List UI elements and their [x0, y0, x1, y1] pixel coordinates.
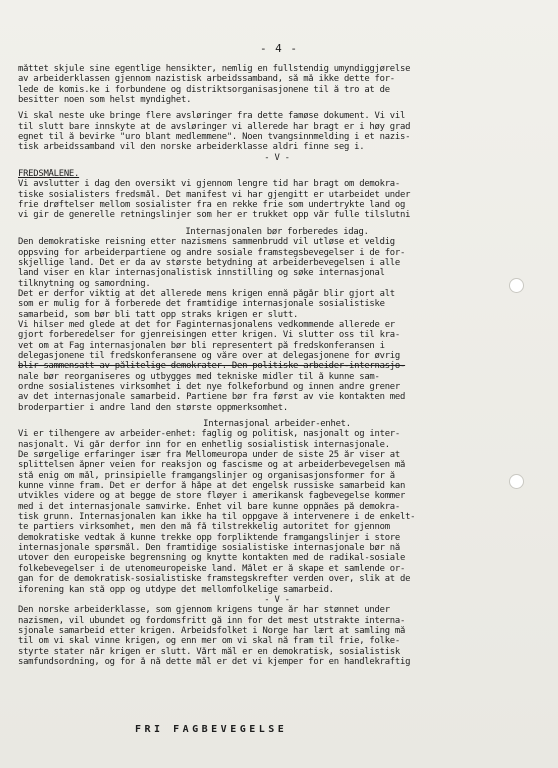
text-line: Den norske arbeiderklasse, som gjennom krigens tunge år har stønnet under	[18, 605, 390, 616]
document-body	[18, 64, 536, 667]
paragraph-revelations	[18, 111, 536, 152]
text-line: Vi er tilhengere av arbeider-enhet: faglig og politisk, nasjonalt og inter-	[18, 429, 400, 440]
text-line: samfundsordning, og for å nå dette mål er det vi kjemper for en handlekraftig	[18, 656, 411, 667]
text-line: Det er derfor viktig at det allerede mens krigen ennå pågår blir gjort alt	[18, 288, 395, 299]
text-line: vet om at Fag internasjonalen bør bli representert på fredskonferansen i	[18, 340, 385, 351]
text-line: Vi skal neste uke bringe flere avsløringer fra dette famøse dokument. Vi vil	[18, 111, 406, 122]
text-line: tiske sosialisters fredsmål. Det manifest vi har gjengitt er utarbeidet under	[18, 189, 411, 200]
text-line: styrte stater når krigen er slutt. Vårt mål er en demokratisk, sosialistisk	[18, 646, 400, 657]
text-line: gjort forberedelser for gjenreisingen etter krigen. Vi slutter oss til kra-	[18, 330, 400, 341]
paragraph-intro	[18, 64, 536, 105]
text-line: delegasjonene til fredskonferansene og våre over at delegasjonene for øvrig	[18, 350, 400, 361]
section-heading-fredsmalene: FREDSMÅLENE.	[18, 169, 80, 180]
text-line: skjellige land. Det er da av største betydning at arbeiderbevegelsen i alle	[18, 257, 400, 268]
text-line: iforening kan stå opp og utdype det mellomfolkelige samarbeid.	[18, 584, 334, 595]
text-line: De sørgelige erfaringer især fra Mellomeuropa under de siste 25 år viser at	[18, 450, 400, 461]
section-divider: - V -	[264, 594, 290, 605]
text-line: nasjonalt. Vi går derfor inn for en enhetlig sosialistisk internasjonale.	[18, 439, 390, 450]
text-line: med i det internasjonale samvirke. Enhet vil bare kunne oppnåes på demokra-	[18, 501, 400, 512]
text-line: te partiers virksomhet, men den må få tilstrekkelig autoritet for gjennom	[18, 522, 390, 533]
paragraph-fredsmalene	[18, 179, 536, 220]
text-line: sjonale samarbeid etter krigen. Arbeidsfolket i Norge har lært at samling må	[18, 625, 406, 636]
text-line: til om vi skal vinne krigen, og enn mer om vi skal nå fram til frie, folke-	[18, 636, 400, 647]
text-line: Vi hilser med glede at det for Faginternasjonalens vedkommende allerede er	[18, 319, 395, 330]
subheading-internasjonalen: Internasjonalen bør forberedes idag.	[185, 226, 369, 237]
subheading-arbeiderenhet: Internasjonal arbeider-enhet.	[203, 419, 351, 429]
text-line: gan for de demokratisk-sosialistiske framstegskrefter verden over, slik at de	[18, 574, 411, 585]
text-line: land viser en klar internasjonalistisk innstilling og søke internasjonal	[18, 268, 385, 279]
paragraph-arbeiderenhet	[18, 429, 536, 595]
text-line: av arbeiderklassen gjennom nazistisk arbeidssamband, så må ikke dette for-	[18, 74, 395, 85]
text-line: kunne vinne fram. Det er derfor å håpe at det engelsk russiske samarbeid kan	[18, 481, 406, 492]
text-line: stå enig om mål, prinsipielle framgangslinjer og organisasjonsformer for å	[18, 470, 395, 481]
text-line: utover den europeiske begrensning og knytte kontakten med de radikal-sosiale	[18, 553, 406, 564]
text-line: demokratiske vedtak å kunne trekke opp forpliktende framgangslinjer i store	[18, 532, 400, 543]
text-line: nale bør reorganiseres og utbygges med tekniske midler til å kunne sam-	[18, 371, 380, 382]
text-line: internasjonale spørsmål. Den framtidige sosialistiske internasjonale bør nå	[18, 543, 400, 554]
text-line: lede de komis.ke i forbundene og distriktsorganisasjonene til å tro at de	[18, 84, 390, 95]
text-line: Vi avslutter i dag den oversikt vi gjennom lengre tid har bragt om demokra-	[18, 179, 400, 190]
text-line: egnet til å bevirke "uro blant medlemmene". Noen tvangsinnmelding i et nazis-	[18, 132, 411, 143]
text-line: frie drøftelser mellom sosialister fra en rekke frie som undertrykte land og	[18, 200, 406, 211]
text-line: oppsving for arbeiderpartiene og andre sosiale framstegsbevegelser i de for-	[18, 247, 406, 258]
text-line: av det internasjonale samarbeid. Partiene bør fra først av vie kontakten med	[18, 392, 406, 403]
text-line: besitter noen som helst myndighet.	[18, 95, 192, 106]
publication-title: FRI FAGBEVEGELSE	[135, 724, 288, 735]
text-line: utvikles videre og at begge de store fløyer i amerikansk fagbevegelse kommer	[18, 491, 406, 502]
text-line: Den demokratiske reisning etter nazismens sammenbrudd vil utløse et veldig	[18, 237, 395, 248]
text-line: folkebevegelser i de utenomeuropeiske land. Målet er å skape et samlende or-	[18, 563, 406, 574]
text-line: til slutt bare innskyte at de avsløringer vi allerede har bragt er i høy grad	[18, 121, 411, 132]
text-line: samarbeid, som bør bli tatt opp straks krigen er slutt.	[18, 309, 299, 320]
text-line: ordne sosialistenes virksomhet i det nye folkeforbund og innen andre grener	[18, 381, 400, 392]
text-line: vi gir de generelle retningslinjer som her er trukket opp vår fulle tilslutni	[18, 210, 411, 221]
text-line: broderpartier i andre land den største oppmerksomhet.	[18, 402, 288, 413]
text-line: tisk arbeidssamband vil den norske arbeiderklasse aldri finne seg i.	[18, 142, 365, 153]
text-line: tisk grunn. Internasjonalen kan ikke ha til oppgave å intervenere i de enkelt-	[18, 512, 416, 523]
text-line: splittelsen åpner veien for reaksjon og fascisme og at arbeiderbevegelsen må	[18, 460, 406, 471]
page-number: - 4 -	[259, 42, 299, 55]
text-line: som er mulig for å forberede det framtidige internasjonale sosialistiske	[18, 299, 385, 310]
text-line: tilknytning og samordning.	[18, 278, 151, 289]
paragraph-internasjonalen	[18, 237, 536, 413]
text-line-struck: blir sammensatt av pålitelige demokrater. Den politiske arbeider-internasjo-	[18, 361, 406, 372]
text-line: måttet skjule sine egentlige hensikter, nemlig en fullstendig umyndiggjørelse	[18, 64, 411, 74]
section-divider: - V -	[264, 152, 290, 163]
paragraph-conclusion	[18, 605, 536, 667]
text-line: nazismen, vil ubundet og fordomsfritt gå inn for det mest utstrakte interna-	[18, 615, 406, 626]
